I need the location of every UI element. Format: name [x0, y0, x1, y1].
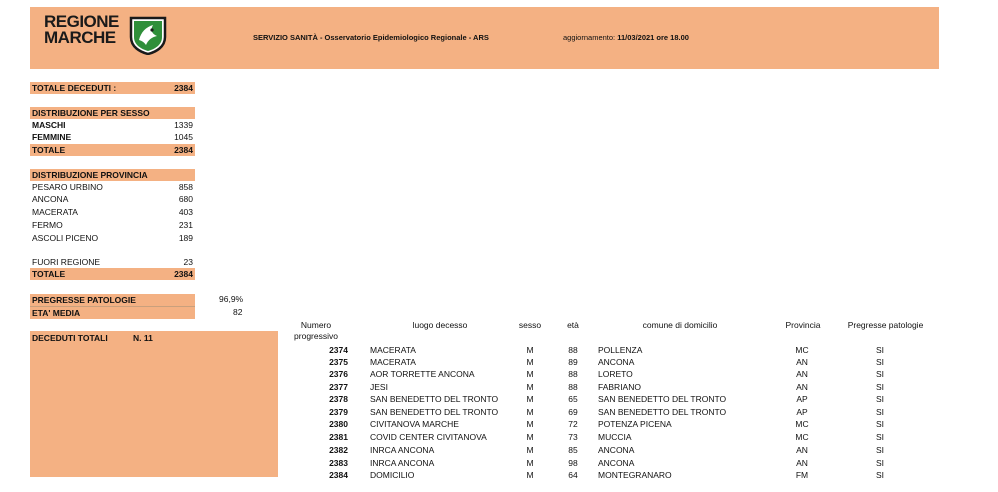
cell-sesso: M	[526, 369, 534, 379]
cell-provincia: AN	[796, 445, 808, 455]
patologie-row	[30, 294, 195, 307]
cell-comune: ANCONA	[598, 458, 635, 468]
cell-comune: ANCONA	[598, 357, 635, 367]
deceduti-totali-label: DECEDUTI TOTALI	[32, 333, 108, 343]
cell-numero: 2382	[329, 445, 348, 455]
header-numero-line1: Numero	[300, 320, 332, 330]
provincia-row	[30, 206, 195, 218]
table-row	[280, 381, 940, 393]
cell-sesso: M	[526, 470, 534, 480]
maschi-label: MASCHI	[32, 120, 66, 130]
cell-eta: 98	[568, 458, 578, 468]
cell-patologie: SI	[875, 419, 885, 429]
cell-patologie: SI	[875, 382, 885, 392]
cell-comune: POTENZA PICENA	[598, 419, 672, 429]
cell-sesso: M	[526, 357, 534, 367]
cell-numero: 2374	[329, 345, 348, 355]
provincia-totale-row	[30, 268, 195, 280]
cell-provincia: AN	[796, 357, 808, 367]
cell-luogo: AOR TORRETTE ANCONA	[370, 369, 475, 379]
cell-provincia: AN	[796, 369, 808, 379]
logo-line-2: MARCHE	[44, 28, 116, 47]
table-row	[280, 356, 940, 368]
cell-patologie: SI	[875, 369, 885, 379]
provincia-label: FERMO	[32, 220, 63, 230]
provincia-value: 403	[178, 207, 193, 217]
sesso-totale-label: TOTALE	[32, 145, 66, 155]
totale-deceduti-value: 2384	[174, 83, 193, 93]
sesso-totale-row	[30, 144, 195, 156]
cell-sesso: M	[526, 407, 534, 417]
sesso-title-row	[30, 107, 195, 119]
femmine-row	[30, 131, 195, 143]
table-row	[280, 406, 940, 418]
cell-patologie: SI	[875, 445, 885, 455]
table-row	[280, 368, 940, 380]
cell-sesso: M	[526, 432, 534, 442]
table-row	[280, 393, 940, 405]
cell-provincia: FM	[795, 470, 809, 480]
cell-patologie: SI	[875, 394, 885, 404]
cell-comune: ANCONA	[598, 445, 635, 455]
provincia-value: 231	[178, 220, 193, 230]
header-patologie: Pregresse patologie	[847, 320, 924, 330]
cell-luogo: CIVITANOVA MARCHE	[370, 419, 459, 429]
maschi-row	[30, 119, 195, 131]
header-comune: comune di domicilio	[642, 320, 718, 330]
provincia-label: PESARO URBINO	[32, 182, 103, 192]
table-row	[280, 344, 940, 356]
cell-comune: SAN BENEDETTO DEL TRONTO	[598, 394, 727, 404]
cell-provincia: MC	[795, 345, 809, 355]
cell-numero: 2383	[329, 458, 348, 468]
deceduti-totali-n: N. 11	[133, 333, 153, 343]
redacted-block	[30, 331, 278, 477]
cell-numero: 2384	[329, 470, 348, 480]
table-row	[280, 444, 940, 456]
table-row	[280, 418, 940, 430]
cell-sesso: M	[526, 419, 534, 429]
cell-numero: 2375	[329, 357, 348, 367]
header-numero	[290, 320, 342, 342]
cell-patologie: SI	[875, 407, 885, 417]
cell-provincia: AP	[796, 407, 808, 417]
provincia-totale-label: TOTALE	[32, 269, 66, 279]
provincia-label: ASCOLI PICENO	[32, 233, 99, 243]
totale-deceduti-label: TOTALE DECEDUTI :	[32, 83, 117, 93]
provincia-label: MACERATA	[32, 207, 78, 217]
femmine-value: 1045	[174, 132, 193, 142]
patologie-label: PREGRESSE PATOLOGIE	[32, 295, 136, 305]
regione-marche-logo	[44, 14, 119, 46]
cell-patologie: SI	[875, 458, 885, 468]
maschi-value: 1339	[174, 120, 193, 130]
provincia-row	[30, 219, 195, 231]
eta-media-row	[30, 307, 195, 319]
sesso-title: DISTRIBUZIONE PER SESSO	[32, 108, 150, 118]
totale-deceduti-row	[30, 82, 195, 94]
cell-patologie: SI	[875, 432, 885, 442]
cell-sesso: M	[526, 382, 534, 392]
update-value: 11/03/2021 ore 18.00	[617, 33, 689, 42]
header-luogo: luogo decesso	[412, 320, 468, 330]
cell-eta: 72	[568, 419, 578, 429]
provincia-value: 189	[178, 233, 193, 243]
header-provincia: Provincia	[785, 320, 821, 330]
cell-comune: MUCCIA	[598, 432, 632, 442]
cell-eta: 88	[568, 369, 578, 379]
cell-provincia: AP	[796, 394, 808, 404]
cell-sesso: M	[526, 394, 534, 404]
provincia-label: ANCONA	[32, 194, 69, 204]
provincia-row	[30, 232, 195, 244]
cell-sesso: M	[526, 345, 534, 355]
cell-luogo: MACERATA	[370, 345, 416, 355]
update-info	[563, 33, 689, 42]
cell-patologie: SI	[875, 345, 885, 355]
header-sesso: sesso	[518, 320, 542, 330]
cell-luogo: SAN BENEDETTO DEL TRONTO	[370, 394, 499, 404]
cell-numero: 2376	[329, 369, 348, 379]
table-row	[280, 457, 940, 469]
cell-comune: FABRIANO	[598, 382, 641, 392]
table-row	[280, 431, 940, 443]
cell-numero: 2379	[329, 407, 348, 417]
provincia-value: 858	[178, 182, 193, 192]
logo-line-1: REGIONE	[44, 12, 119, 31]
update-label: aggiornamento:	[563, 33, 616, 42]
cell-numero: 2377	[329, 382, 348, 392]
cell-luogo: DOMICILIO	[370, 470, 415, 480]
fuori-regione-label: FUORI REGIONE	[32, 257, 101, 267]
cell-provincia: MC	[795, 432, 809, 442]
cell-comune: MONTEGRANARO	[598, 470, 672, 480]
cell-sesso: M	[526, 458, 534, 468]
cell-patologie: SI	[875, 357, 885, 367]
cell-numero: 2381	[329, 432, 348, 442]
cell-numero: 2380	[329, 419, 348, 429]
femmine-label: FEMMINE	[32, 132, 72, 142]
cell-comune: SAN BENEDETTO DEL TRONTO	[598, 407, 727, 417]
cell-eta: 69	[568, 407, 578, 417]
cell-comune: POLLENZA	[598, 345, 643, 355]
cell-luogo: MACERATA	[370, 357, 416, 367]
header-eta: età	[567, 320, 579, 330]
provincia-row	[30, 193, 195, 205]
cell-eta: 88	[568, 382, 578, 392]
cell-eta: 85	[568, 445, 578, 455]
provincia-totale-value: 2384	[174, 269, 193, 279]
cell-luogo: JESI	[370, 382, 388, 392]
service-title: SERVIZIO SANITÀ - Osservatorio Epidemiologico Regionale - ARS	[253, 33, 489, 42]
cell-provincia: AN	[796, 382, 808, 392]
cell-patologie: SI	[875, 470, 885, 480]
cell-eta: 88	[568, 345, 578, 355]
cell-luogo: SAN BENEDETTO DEL TRONTO	[370, 407, 499, 417]
cell-eta: 73	[568, 432, 578, 442]
provincia-value: 680	[178, 194, 193, 204]
fuori-regione-row	[30, 256, 195, 268]
cell-eta: 64	[568, 470, 578, 480]
cell-eta: 65	[568, 394, 578, 404]
cell-luogo: INRCA ANCONA	[370, 445, 435, 455]
cell-provincia: MC	[795, 419, 809, 429]
table-row	[280, 469, 940, 481]
regione-emblem-icon	[128, 15, 168, 55]
eta-media-label: ETA' MEDIA	[32, 308, 81, 318]
cell-luogo: INRCA ANCONA	[370, 458, 435, 468]
fuori-regione-value: 23	[183, 257, 193, 267]
cell-sesso: M	[526, 445, 534, 455]
sesso-totale-value: 2384	[174, 145, 193, 155]
patologie-value: 96,9%	[219, 294, 244, 304]
provincia-title: DISTRIBUZIONE PROVINCIA	[32, 170, 148, 180]
cell-eta: 89	[568, 357, 578, 367]
eta-media-value: 82	[233, 307, 243, 317]
provincia-title-row	[30, 169, 195, 181]
cell-provincia: AN	[796, 458, 808, 468]
cell-numero: 2378	[329, 394, 348, 404]
provincia-row	[30, 181, 195, 193]
header-numero-line2: progressivo	[294, 331, 338, 341]
cell-comune: LORETO	[598, 369, 633, 379]
cell-luogo: COVID CENTER CIVITANOVA	[370, 432, 487, 442]
